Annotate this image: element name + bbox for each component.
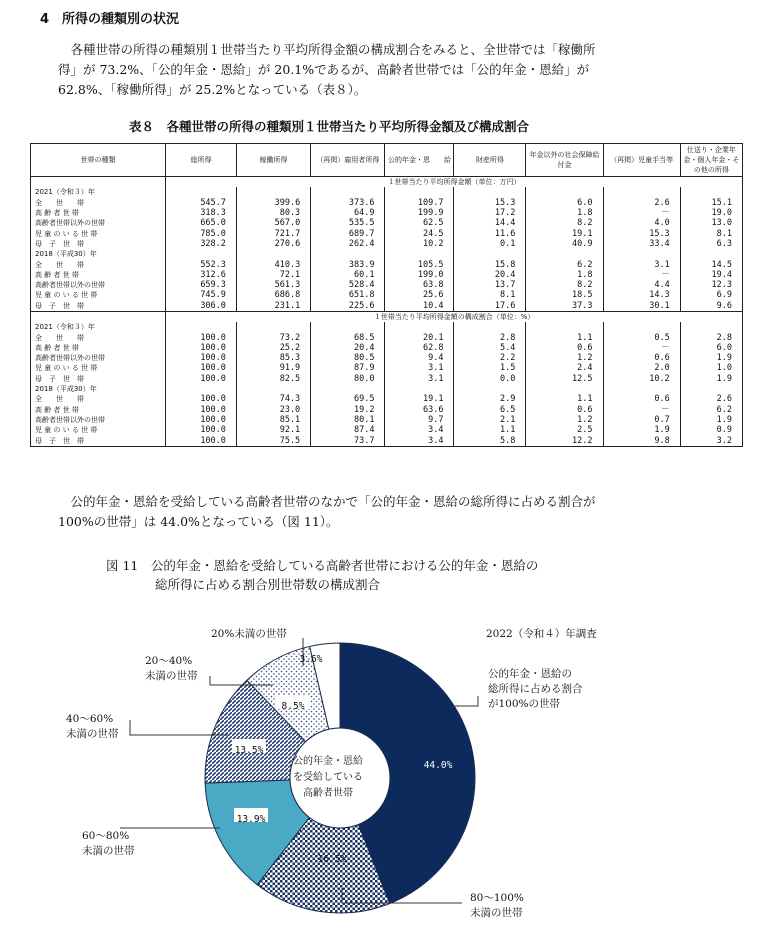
table-cell: 100.0 <box>166 363 237 373</box>
table-cell: 561.3 <box>236 280 310 290</box>
row-label: 全 世 帯 <box>31 394 166 404</box>
empty-cell <box>166 322 237 332</box>
table-cell: 9.4 <box>385 353 454 363</box>
pct-label-20-40: 8.5% <box>281 701 305 712</box>
unit-spacer <box>31 177 166 188</box>
table-cell: 14.4 <box>454 218 526 228</box>
empty-cell <box>680 322 742 332</box>
table-cell: 659.3 <box>166 280 237 290</box>
paragraph-1 <box>58 40 748 100</box>
table-cell: 2.5 <box>526 425 603 435</box>
table-row <box>31 425 743 435</box>
table-cell: － <box>603 405 680 415</box>
figure-11-chart <box>0 600 774 929</box>
table-row <box>31 363 743 373</box>
year-label: 2021（令和３）年 <box>31 187 166 197</box>
pct-label-20-under: 3.6% <box>299 654 323 665</box>
row-label: 高 齢 者 世 帯 <box>31 405 166 415</box>
row-label: 高 齢 者 世 帯 <box>31 270 166 280</box>
year-label: 2021（令和３）年 <box>31 322 166 332</box>
pct-label-100: 44.0% <box>423 760 453 771</box>
table-cell: 17.2 <box>454 208 526 218</box>
table-cell: 68.5 <box>311 332 385 342</box>
leader-100 <box>455 696 478 706</box>
center-label-line: 公的年金・恩給 <box>293 756 363 767</box>
table-year-row <box>31 187 743 197</box>
table-cell: 2.1 <box>454 415 526 425</box>
col-employed: （再掲）雇用者所得 <box>311 144 385 177</box>
empty-cell <box>454 384 526 394</box>
table-cell: 12.2 <box>526 435 603 446</box>
table-cell: 0.6 <box>603 394 680 404</box>
unit-label: １世帯当たり平均所得金額の構成割合（単位：%） <box>166 311 743 322</box>
table-cell: 37.3 <box>526 301 603 312</box>
table-cell: 262.4 <box>311 239 385 249</box>
table-cell: 6.2 <box>680 405 742 415</box>
table-cell: 105.5 <box>385 259 454 269</box>
table-cell: 328.2 <box>166 239 237 249</box>
row-label: 高齢者世帯以外の世帯 <box>31 280 166 290</box>
table-cell: 318.3 <box>166 208 237 218</box>
table-cell: 1.1 <box>526 332 603 342</box>
table-cell: 8.2 <box>526 280 603 290</box>
empty-cell <box>454 187 526 197</box>
callout-20-under <box>211 627 287 642</box>
figure-caption-line1: 図 11 公的年金・恩給を受給している高齢者世帯における公的年金・恩給の <box>106 558 539 573</box>
table-cell: 18.5 <box>526 290 603 300</box>
table-cell: 410.3 <box>236 259 310 269</box>
table-row <box>31 290 743 300</box>
table-row <box>31 394 743 404</box>
table-cell: 3.4 <box>385 435 454 446</box>
table-cell: 6.3 <box>680 239 742 249</box>
table-cell: 17.6 <box>454 301 526 312</box>
table-cell: 373.6 <box>311 198 385 208</box>
table-cell: 6.5 <box>454 405 526 415</box>
table-cell: 9.7 <box>385 415 454 425</box>
table-cell: 33.4 <box>603 239 680 249</box>
empty-cell <box>385 187 454 197</box>
table-row <box>31 415 743 425</box>
table-cell: 24.5 <box>385 228 454 238</box>
empty-cell <box>454 249 526 259</box>
table-cell: 19.1 <box>385 394 454 404</box>
table-cell: 82.5 <box>236 374 310 384</box>
table-cell: 72.1 <box>236 270 310 280</box>
table-cell: 567.0 <box>236 218 310 228</box>
empty-cell <box>385 384 454 394</box>
pct-label-80-100: 16.5% <box>317 854 347 865</box>
year-label: 2018（平成30）年 <box>31 249 166 259</box>
table-cell: 100.0 <box>166 353 237 363</box>
row-label: 児 童 の い る 世 帯 <box>31 425 166 435</box>
table-cell: 12.3 <box>680 280 742 290</box>
empty-cell <box>680 249 742 259</box>
callout-line: が100%の世帯 <box>488 698 561 710</box>
table-year-row <box>31 384 743 394</box>
table-cell: 100.0 <box>166 343 237 353</box>
table-cell: 100.0 <box>166 332 237 342</box>
table-cell: 5.4 <box>454 343 526 353</box>
table-cell: 785.0 <box>166 228 237 238</box>
table-cell: 25.2 <box>236 343 310 353</box>
row-label: 児 童 の い る 世 帯 <box>31 290 166 300</box>
callout-line: 60～80% <box>82 830 130 842</box>
year-label: 2018（平成30）年 <box>31 384 166 394</box>
table-unit-row <box>31 177 743 188</box>
row-label: 全 世 帯 <box>31 332 166 342</box>
row-label: 児 童 の い る 世 帯 <box>31 228 166 238</box>
table-cell: 1.1 <box>526 394 603 404</box>
table-row <box>31 343 743 353</box>
table-row <box>31 332 743 342</box>
empty-cell <box>311 187 385 197</box>
table-cell: 2.8 <box>680 332 742 342</box>
table-cell: － <box>603 208 680 218</box>
table-row <box>31 435 743 446</box>
callout-100 <box>488 667 583 712</box>
table-cell: 1.2 <box>526 353 603 363</box>
table-cell: 0.6 <box>526 343 603 353</box>
table-row <box>31 228 743 238</box>
empty-cell <box>603 249 680 259</box>
table-cell: 75.5 <box>236 435 310 446</box>
table-cell: 30.1 <box>603 301 680 312</box>
table-cell: 2.9 <box>454 394 526 404</box>
table-cell: 199.9 <box>385 208 454 218</box>
empty-cell <box>385 322 454 332</box>
table-cell: 64.9 <box>311 208 385 218</box>
empty-cell <box>526 384 603 394</box>
callout-line: 公的年金・恩給の <box>488 668 572 680</box>
table-cell: 2.0 <box>603 363 680 373</box>
figure-caption-line2: 総所得に占める割合別世帯数の構成割合 <box>155 577 381 592</box>
paragraph-2-line: 公的年金・恩給を受給している高齢者世帯のなかで「公的年金・恩給の総所得に占める割合が <box>70 494 596 509</box>
callout-line: 未満の世帯 <box>82 845 135 857</box>
table-cell: 80.1 <box>311 415 385 425</box>
table-cell: 91.9 <box>236 363 310 373</box>
pct-label-60-80: 13.9% <box>236 814 266 825</box>
table-cell: 270.6 <box>236 239 310 249</box>
empty-cell <box>311 384 385 394</box>
table-cell: 0.6 <box>526 405 603 415</box>
table-row <box>31 239 743 249</box>
table-cell: 19.2 <box>311 405 385 415</box>
table-cell: 87.9 <box>311 363 385 373</box>
table-row <box>31 353 743 363</box>
paragraph-1-line: 62.8%、「稼働所得」が 25.2%となっている（表８）。 <box>58 82 367 97</box>
row-label: 全 世 帯 <box>31 198 166 208</box>
table-cell: 100.0 <box>166 394 237 404</box>
table-cell: 1.1 <box>454 425 526 435</box>
table-cell: 4.0 <box>603 218 680 228</box>
table-cell: 528.4 <box>311 280 385 290</box>
unit-label: １世帯当たり平均所得金額（単位：万円） <box>166 177 743 188</box>
callout-line: 80～100% <box>470 892 524 904</box>
table-cell: 100.0 <box>166 415 237 425</box>
table-row <box>31 218 743 228</box>
table-cell: 8.1 <box>454 290 526 300</box>
table-cell: 11.6 <box>454 228 526 238</box>
callout-line: 20%未満の世帯 <box>211 628 287 640</box>
row-label: 児 童 の い る 世 帯 <box>31 363 166 373</box>
table-cell: 85.1 <box>236 415 310 425</box>
table-cell: 721.7 <box>236 228 310 238</box>
empty-cell <box>166 249 237 259</box>
empty-cell <box>454 322 526 332</box>
table-cell: 8.1 <box>680 228 742 238</box>
table-cell: 665.0 <box>166 218 237 228</box>
table-cell: 13.7 <box>454 280 526 290</box>
table-cell: 0.9 <box>680 425 742 435</box>
table-cell: 3.2 <box>680 435 742 446</box>
table-cell: 689.7 <box>311 228 385 238</box>
paragraph-1-line: 得」が 73.2%、「公的年金・恩給」が 20.1%であるが、高齢者世帯では「公的年金・恩給」が <box>58 62 590 77</box>
table-cell: 100.0 <box>166 425 237 435</box>
table-cell: 100.0 <box>166 374 237 384</box>
table-cell: 383.9 <box>311 259 385 269</box>
table-cell: 0.5 <box>603 332 680 342</box>
col-total: 総所得 <box>166 144 237 177</box>
empty-cell <box>603 187 680 197</box>
table-cell: 9.6 <box>680 301 742 312</box>
table-cell: 231.1 <box>236 301 310 312</box>
row-label: 高齢者世帯以外の世帯 <box>31 218 166 228</box>
table-cell: 8.2 <box>526 218 603 228</box>
table-header-row <box>31 144 743 177</box>
table-cell: 3.4 <box>385 425 454 435</box>
table-cell: － <box>603 343 680 353</box>
table-cell: 14.5 <box>680 259 742 269</box>
survey-note: 2022（令和４）年調査 <box>486 628 597 640</box>
table-cell: 686.8 <box>236 290 310 300</box>
empty-cell <box>236 384 310 394</box>
table-cell: 6.9 <box>680 290 742 300</box>
row-label: 高 齢 者 世 帯 <box>31 208 166 218</box>
table-cell: 306.0 <box>166 301 237 312</box>
table-cell: 1.9 <box>680 415 742 425</box>
table-cell: 225.6 <box>311 301 385 312</box>
table-cell: 1.5 <box>454 363 526 373</box>
table-row <box>31 208 743 218</box>
table-cell: 0.6 <box>603 353 680 363</box>
table-row <box>31 405 743 415</box>
pct-label-40-60: 13.5% <box>234 745 264 756</box>
table-cell: 1.9 <box>680 374 742 384</box>
table-cell: 25.6 <box>385 290 454 300</box>
empty-cell <box>311 249 385 259</box>
empty-cell <box>311 322 385 332</box>
table-cell: 20.4 <box>454 270 526 280</box>
table-cell: 2.6 <box>603 198 680 208</box>
table-cell: 2.4 <box>526 363 603 373</box>
table-cell: 399.6 <box>236 198 310 208</box>
callout-line: 未満の世帯 <box>470 907 523 919</box>
table-cell: 745.9 <box>166 290 237 300</box>
table-cell: 100.0 <box>166 435 237 446</box>
empty-cell <box>603 384 680 394</box>
empty-cell <box>526 249 603 259</box>
callout-80-100 <box>470 891 524 921</box>
table-cell: 10.2 <box>603 374 680 384</box>
table-cell: 20.4 <box>311 343 385 353</box>
col-pension: 公的年金・恩 給 <box>385 144 454 177</box>
table-cell: 80.0 <box>311 374 385 384</box>
table-cell: 20.1 <box>385 332 454 342</box>
table-cell: 19.4 <box>680 270 742 280</box>
table-row <box>31 301 743 312</box>
table-cell: 2.2 <box>454 353 526 363</box>
empty-cell <box>236 249 310 259</box>
table-cell: 63.6 <box>385 405 454 415</box>
paragraph-2-line: 100%の世帯」は 44.0%となっている（図 11）。 <box>58 514 339 529</box>
table-cell: 100.0 <box>166 405 237 415</box>
table-cell: 1.0 <box>680 363 742 373</box>
table-cell: 0.1 <box>454 239 526 249</box>
center-label-line: 高齢者世帯 <box>303 788 353 799</box>
table-cell: 3.1 <box>385 374 454 384</box>
empty-cell <box>236 322 310 332</box>
empty-cell <box>526 322 603 332</box>
callout-line: 総所得に占める割合 <box>488 683 583 695</box>
table-cell: 85.3 <box>236 353 310 363</box>
table-cell: 1.8 <box>526 270 603 280</box>
table-row <box>31 259 743 269</box>
income-table <box>30 143 743 447</box>
table-cell: 651.8 <box>311 290 385 300</box>
row-label: 母 子 世 帯 <box>31 435 166 446</box>
table-unit-row <box>31 311 743 322</box>
table-cell: 23.0 <box>236 405 310 415</box>
table-cell: 62.5 <box>385 218 454 228</box>
table-cell: 80.3 <box>236 208 310 218</box>
table-cell: 3.1 <box>385 363 454 373</box>
table-cell: 69.5 <box>311 394 385 404</box>
center-label-line: を受給している <box>293 772 363 783</box>
table-cell: 74.3 <box>236 394 310 404</box>
table-row <box>31 374 743 384</box>
table-cell: 1.8 <box>526 208 603 218</box>
table-cell: 6.0 <box>526 198 603 208</box>
table-cell: 73.7 <box>311 435 385 446</box>
empty-cell <box>680 384 742 394</box>
paragraph-1-line: 各種世帯の所得の種類別１世帯当たり平均所得金額の構成割合をみると、全世帯では「稼働所 <box>70 42 596 57</box>
callout-20-40 <box>145 654 198 684</box>
row-label: 高齢者世帯以外の世帯 <box>31 353 166 363</box>
row-label: 母 子 世 帯 <box>31 374 166 384</box>
table-cell: 2.8 <box>454 332 526 342</box>
table-cell: 0.0 <box>454 374 526 384</box>
table-year-row <box>31 322 743 332</box>
table-cell: 1.9 <box>603 425 680 435</box>
empty-cell <box>166 187 237 197</box>
callout-line: 未満の世帯 <box>66 728 119 740</box>
table-cell: 14.3 <box>603 290 680 300</box>
table-cell: 19.1 <box>526 228 603 238</box>
table-cell: 6.0 <box>680 343 742 353</box>
table-cell: 0.7 <box>603 415 680 425</box>
table-cell: 15.3 <box>603 228 680 238</box>
table-cell: 4.4 <box>603 280 680 290</box>
table-cell: 80.5 <box>311 353 385 363</box>
paragraph-2 <box>58 492 748 532</box>
table-caption: 表８ 各種世帯の所得の種類別１世帯当たり平均所得金額及び構成割合 <box>129 119 530 134</box>
table-cell: 199.0 <box>385 270 454 280</box>
row-label: 母 子 世 帯 <box>31 239 166 249</box>
empty-cell <box>526 187 603 197</box>
row-label: 母 子 世 帯 <box>31 301 166 312</box>
col-work: 稼働所得 <box>236 144 310 177</box>
table-cell: 15.1 <box>680 198 742 208</box>
table-cell: 312.6 <box>166 270 237 280</box>
table-cell: 1.9 <box>680 353 742 363</box>
table-cell: 13.0 <box>680 218 742 228</box>
col-other: 仕送り・企業年金・個人年金・その他の所得 <box>680 144 742 177</box>
row-label: 高齢者世帯以外の世帯 <box>31 415 166 425</box>
unit-spacer <box>31 311 166 322</box>
section-title: 4 所得の種類別の状況 <box>40 12 180 27</box>
table-cell: 545.7 <box>166 198 237 208</box>
col-social: 年金以外の社会保障給付金 <box>526 144 603 177</box>
row-label: 全 世 帯 <box>31 259 166 269</box>
row-label: 高 齢 者 世 帯 <box>31 343 166 353</box>
callout-40-60 <box>66 712 119 742</box>
table-row <box>31 280 743 290</box>
table-cell: － <box>603 270 680 280</box>
table-row <box>31 198 743 208</box>
table-cell: 10.2 <box>385 239 454 249</box>
table-cell: 2.6 <box>680 394 742 404</box>
empty-cell <box>236 187 310 197</box>
table-cell: 10.4 <box>385 301 454 312</box>
callout-line: 40～60% <box>66 713 114 725</box>
table-cell: 535.5 <box>311 218 385 228</box>
table-cell: 40.9 <box>526 239 603 249</box>
callout-line: 20～40% <box>145 655 193 667</box>
table-cell: 87.4 <box>311 425 385 435</box>
col-type: 世帯の種類 <box>31 144 166 177</box>
table-cell: 109.7 <box>385 198 454 208</box>
table-year-row <box>31 249 743 259</box>
table-cell: 1.2 <box>526 415 603 425</box>
table-cell: 15.8 <box>454 259 526 269</box>
empty-cell <box>385 249 454 259</box>
col-child: （再掲）児童手当等 <box>603 144 680 177</box>
table-cell: 5.8 <box>454 435 526 446</box>
table-cell: 552.3 <box>166 259 237 269</box>
table-cell: 60.1 <box>311 270 385 280</box>
table-cell: 3.1 <box>603 259 680 269</box>
callout-line: 未満の世帯 <box>145 670 198 682</box>
table-cell: 63.8 <box>385 280 454 290</box>
table-row <box>31 270 743 280</box>
table-cell: 19.0 <box>680 208 742 218</box>
table-cell: 12.5 <box>526 374 603 384</box>
empty-cell <box>680 187 742 197</box>
table-cell: 9.8 <box>603 435 680 446</box>
table-cell: 73.2 <box>236 332 310 342</box>
table-cell: 62.8 <box>385 343 454 353</box>
empty-cell <box>603 322 680 332</box>
col-property: 財産所得 <box>454 144 526 177</box>
table-cell: 6.2 <box>526 259 603 269</box>
table-cell: 15.3 <box>454 198 526 208</box>
empty-cell <box>166 384 237 394</box>
callout-60-80 <box>82 829 135 859</box>
table-cell: 92.1 <box>236 425 310 435</box>
